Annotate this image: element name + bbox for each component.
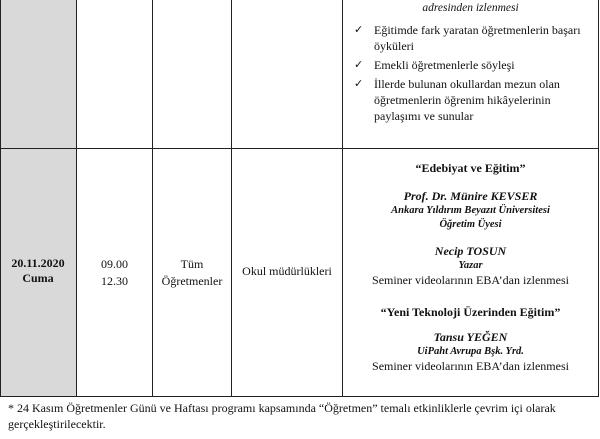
bullet-item xyxy=(352,57,592,73)
bullet-item xyxy=(352,76,592,124)
time-start: 09.00 xyxy=(101,257,128,271)
organizer-cell: Okul müdürlükleri xyxy=(242,264,332,278)
checkmark-icon: ✓ xyxy=(354,77,364,90)
partial-line: adresinden izlenmesi xyxy=(422,2,519,14)
bullet-item xyxy=(352,22,592,54)
audience-cell: Tüm Öğretmenler xyxy=(161,257,223,288)
speaker3-affiliation: UiPaht Avrupa Bşk. Yrd. xyxy=(417,346,524,357)
row-divider xyxy=(0,148,599,149)
speaker2-role: Yazar xyxy=(458,260,483,271)
speaker1-affiliation: Ankara Yıldırım Beyazıt Üniversitesi xyxy=(391,205,550,216)
date-cell xyxy=(0,256,76,286)
speaker2-name: Necip TOSUN xyxy=(434,244,507,258)
checkmark-icon: ✓ xyxy=(354,23,364,36)
column-divider-1 xyxy=(76,0,77,397)
seminar2-note: Seminer videolarının EBA’dan izlenmesi xyxy=(372,359,569,373)
seminar1-title: “Edebiyat ve Eğitim” xyxy=(415,161,526,175)
bullet-text: Eğitimde fark yaratan öğretmenlerin başarı öyküleri xyxy=(374,23,581,53)
event-day: Cuma xyxy=(22,271,54,285)
bullet-text: Emekli öğretmenlerle söyleşi xyxy=(374,58,515,72)
seminar-cell xyxy=(343,160,598,374)
speaker3-name: Tansu YEĞEN xyxy=(433,330,508,344)
checkmark-icon: ✓ xyxy=(354,58,364,71)
table-border-right xyxy=(598,0,599,397)
time-end: 12.30 xyxy=(101,274,128,288)
seminar2-title: “Yeni Teknoloji Üzerinden Eğitim” xyxy=(380,305,561,319)
time-cell xyxy=(77,256,152,290)
event-date: 20.11.2020 xyxy=(11,256,65,270)
activity-bullet-list xyxy=(352,22,592,124)
date-column-shading xyxy=(0,0,76,397)
table-border-bottom xyxy=(0,396,599,397)
footnote: * 24 Kasım Öğretmenler Günü ve Haftası programı kapsamında “Öğretmen” temalı etkinliklerle çevrim içi olarak gerçekleştirilecektir. xyxy=(8,401,556,431)
speaker1-name: Prof. Dr. Münire KEVSER xyxy=(403,189,538,203)
bullet-text: İllerde bulunan okullardan mezun olan öğretmenlerin öğrenim hikâyelerinin paylaşımı ve sunular xyxy=(374,77,560,123)
speaker1-title: Öğretim Üyesi xyxy=(439,219,502,230)
seminar1-note: Seminer videolarının EBA’dan izlenmesi xyxy=(372,273,569,287)
column-divider-2 xyxy=(152,0,153,397)
table-border-left xyxy=(0,0,1,397)
column-divider-3 xyxy=(231,0,232,397)
